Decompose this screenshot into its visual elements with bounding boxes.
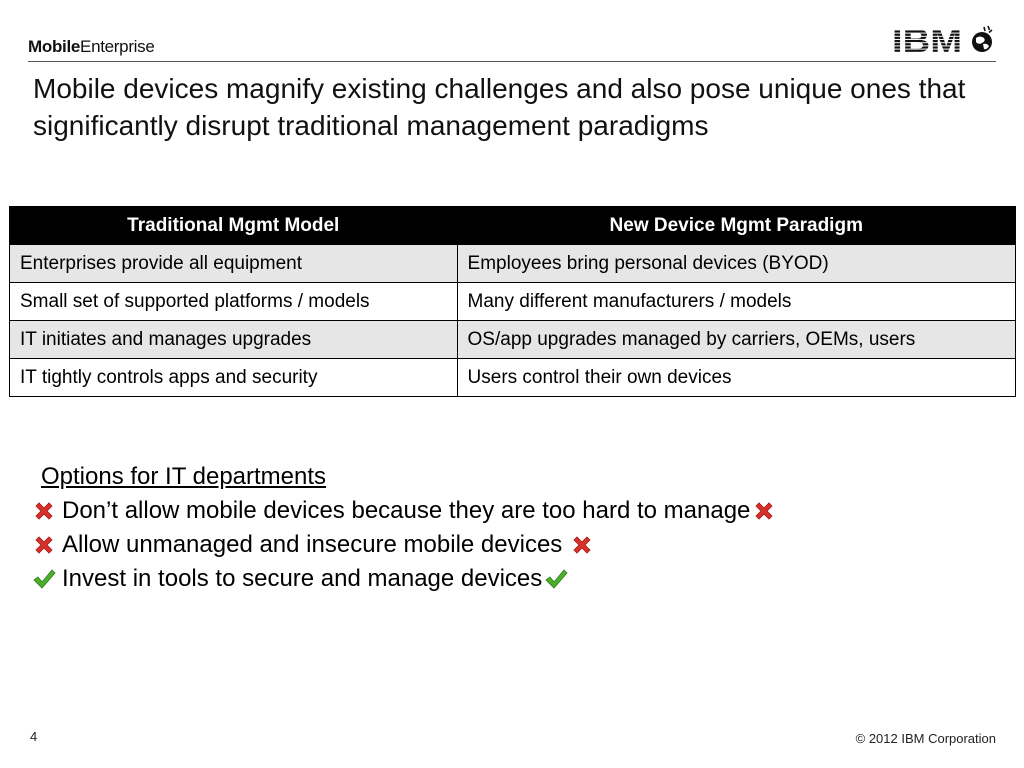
table-cell: Employees bring personal devices (BYOD) xyxy=(457,245,1015,283)
options-heading: Options for IT departments xyxy=(41,463,327,490)
table-row xyxy=(10,245,1016,283)
header-divider xyxy=(28,61,996,62)
green-check-icon xyxy=(544,567,568,591)
red-x-icon xyxy=(752,499,776,523)
red-x-icon xyxy=(32,533,56,557)
slide-title: Mobile devices magnify existing challenges and also pose unique ones that significantly disrupt traditional management paradigms xyxy=(33,73,966,141)
table-cell: Small set of supported platforms / models xyxy=(10,283,458,321)
column-header-traditional: Traditional Mgmt Model xyxy=(10,207,458,245)
table-row xyxy=(10,283,1016,321)
table-row xyxy=(10,359,1016,397)
option-text: Invest in tools to secure and manage devices xyxy=(62,565,543,592)
option-item xyxy=(32,528,776,562)
red-x-icon xyxy=(570,533,594,557)
brand-wordmark xyxy=(28,37,155,57)
option-item xyxy=(32,562,776,596)
globe-icon xyxy=(972,26,992,52)
ibm-logo-text: IBM xyxy=(892,24,962,56)
options-section xyxy=(32,460,776,596)
table-cell: IT initiates and manages upgrades xyxy=(10,321,458,359)
table-cell: Enterprises provide all equipment xyxy=(10,245,458,283)
brand-light: Enterprise xyxy=(80,37,155,56)
red-x-icon xyxy=(32,499,56,523)
comparison-table xyxy=(9,206,1016,397)
page-number: 4 xyxy=(30,729,38,744)
table-cell: Many different manufacturers / models xyxy=(457,283,1015,321)
option-item xyxy=(32,494,776,528)
ibm-logo xyxy=(892,24,996,56)
column-header-new-paradigm: New Device Mgmt Paradigm xyxy=(457,207,1015,245)
table-header-row xyxy=(10,207,1016,245)
table-cell: Users control their own devices xyxy=(457,359,1015,397)
option-text: Don’t allow mobile devices because they are too hard to manage xyxy=(62,497,751,524)
brand-bold: Mobile xyxy=(28,37,81,56)
green-check-icon xyxy=(32,567,56,591)
table-cell: IT tightly controls apps and security xyxy=(10,359,458,397)
table-row xyxy=(10,321,1016,359)
table-cell: OS/app upgrades managed by carriers, OEMs, users xyxy=(457,321,1015,359)
copyright-notice: © 2012 IBM Corporation xyxy=(855,731,996,746)
option-text: Allow unmanaged and insecure mobile devices xyxy=(62,531,563,558)
